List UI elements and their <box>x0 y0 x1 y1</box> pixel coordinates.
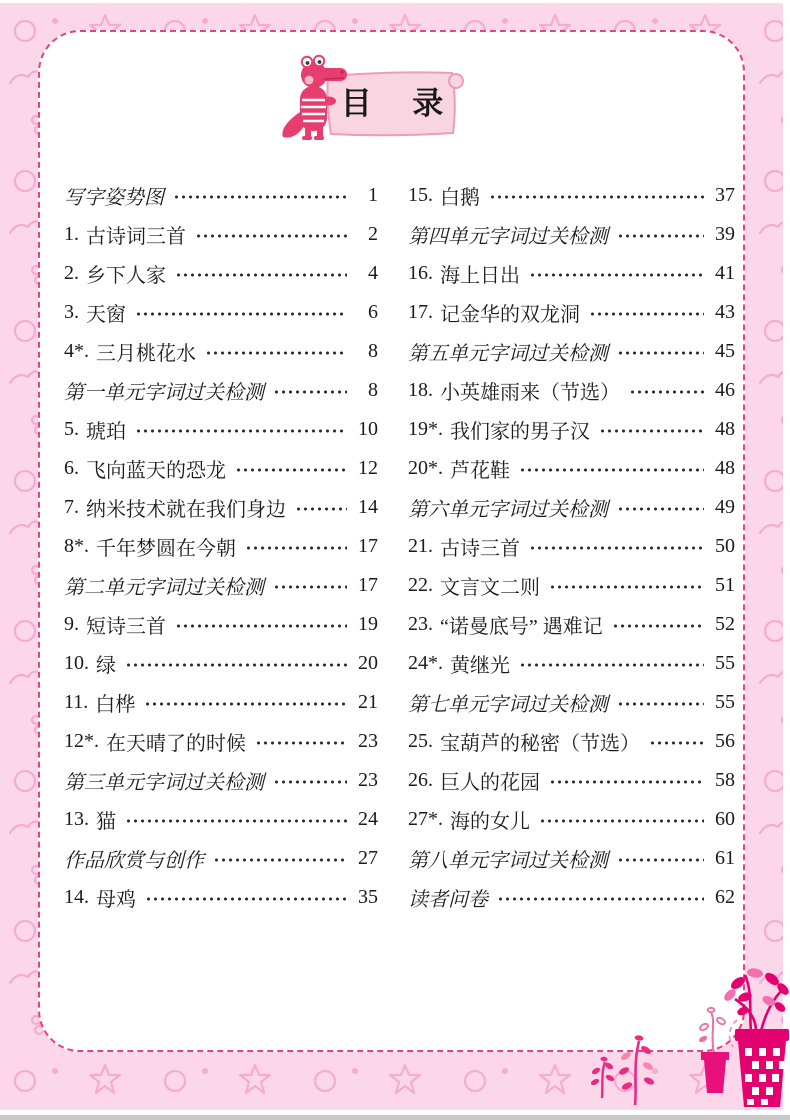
toc-row <box>64 410 378 449</box>
toc-entry-title: 猫 <box>96 811 116 833</box>
dot-leader <box>195 233 347 239</box>
toc-entry-title: 白桦 <box>95 694 136 716</box>
dot-leader <box>519 467 704 473</box>
toc-row <box>64 878 378 917</box>
toc-row <box>408 722 735 761</box>
toc-row <box>64 761 378 800</box>
toc-entry-number: 13. <box>64 808 89 830</box>
toc-entry-title: 乡下人家 <box>86 265 166 287</box>
dot-leader <box>213 857 347 863</box>
dot-leader <box>589 311 704 317</box>
toc-entry-page: 48 <box>715 418 735 440</box>
dot-leader <box>175 272 347 278</box>
toc-entry-number: 16. <box>408 262 433 284</box>
toc-entry-page: 45 <box>715 340 735 362</box>
toc-entry-number: 2. <box>64 262 79 284</box>
toc-row <box>64 800 378 839</box>
dot-leader <box>549 584 704 590</box>
toc-entry-number: 7. <box>64 496 79 518</box>
toc-entry-number: 1. <box>64 223 79 245</box>
dot-leader <box>519 662 704 668</box>
toc-entry-title: 白鹅 <box>440 187 480 209</box>
toc-entry-title: 第八单元字词过关检测 <box>408 850 608 872</box>
toc-entry-title: 短诗三首 <box>86 616 166 638</box>
toc-entry-page: 35 <box>358 886 378 908</box>
dot-leader <box>135 428 347 434</box>
toc-entry-number: 26. <box>408 769 433 791</box>
toc-entry-number: 27*. <box>408 808 443 830</box>
toc-row <box>64 293 378 332</box>
toc-entry-page: 50 <box>715 535 735 557</box>
toc-entry-number: 18. <box>408 379 433 401</box>
toc-entry-page: 21 <box>358 691 378 713</box>
dot-leader <box>125 818 347 824</box>
toc-row <box>408 527 735 566</box>
table-of-contents <box>64 176 735 917</box>
toc-entry-title: 第四单元字词过关检测 <box>408 226 608 248</box>
toc-row <box>408 800 735 839</box>
toc-row <box>64 332 378 371</box>
toc-row <box>64 176 378 215</box>
toc-entry-page: 55 <box>715 652 735 674</box>
toc-entry-title: 巨人的花园 <box>440 772 540 794</box>
toc-row <box>64 488 378 527</box>
toc-entry-page: 8 <box>368 379 378 401</box>
toc-row <box>64 371 378 410</box>
toc-entry-number: 12*. <box>64 730 99 752</box>
toc-entry-page: 56 <box>715 730 735 752</box>
toc-entry-number: 25. <box>408 730 433 752</box>
toc-entry-page: 27 <box>358 847 378 869</box>
toc-entry-page: 37 <box>715 184 735 206</box>
dot-leader <box>144 701 347 707</box>
toc-column-right <box>408 176 735 917</box>
toc-entry-number: 4*. <box>64 340 89 362</box>
toc-entry-number: 10. <box>64 652 89 674</box>
toc-row <box>408 371 735 410</box>
toc-entry-title: 第二单元字词过关检测 <box>64 577 264 599</box>
toc-entry-title: 飞向蓝天的恐龙 <box>86 460 226 482</box>
dot-leader <box>175 623 347 629</box>
toc-entry-number: 5. <box>64 418 79 440</box>
toc-row <box>408 254 735 293</box>
dot-leader <box>145 896 347 902</box>
dot-leader <box>255 740 347 746</box>
toc-row <box>408 332 735 371</box>
toc-entry-page: 6 <box>368 301 378 323</box>
toc-row <box>64 839 378 878</box>
toc-entry-number: 9. <box>64 613 79 635</box>
toc-entry-title: 读者问卷 <box>408 889 488 911</box>
toc-entry-page: 61 <box>715 847 735 869</box>
toc-entry-page: 62 <box>715 886 735 908</box>
toc-entry-number: 15. <box>408 184 433 206</box>
toc-entry-page: 10 <box>358 418 378 440</box>
toc-entry-page: 4 <box>368 262 378 284</box>
dot-leader <box>617 857 704 863</box>
toc-entry-number: 6. <box>64 457 79 479</box>
toc-entry-page: 24 <box>358 808 378 830</box>
dot-leader <box>173 194 347 200</box>
toc-entry-page: 46 <box>715 379 735 401</box>
toc-row <box>408 683 735 722</box>
dot-leader <box>549 779 704 785</box>
toc-row <box>64 722 378 761</box>
toc-entry-title: 在天晴了的时候 <box>106 733 246 755</box>
toc-entry-number: 11. <box>64 691 89 713</box>
toc-entry-title: 海上日出 <box>440 265 520 287</box>
dot-leader <box>599 428 704 434</box>
toc-entry-title: 纳米技术就在我们身边 <box>86 499 286 521</box>
toc-row <box>64 527 378 566</box>
sprig-icon <box>618 1035 656 1105</box>
toc-entry-page: 1 <box>368 184 378 206</box>
toc-entry-page: 19 <box>358 613 378 635</box>
toc-entry-number: 19*. <box>408 418 443 440</box>
dot-leader <box>245 545 347 551</box>
toc-row <box>408 176 735 215</box>
toc-entry-title: 古诗三首 <box>440 538 520 560</box>
toc-entry-page: 2 <box>368 223 378 245</box>
toc-entry-page: 60 <box>715 808 735 830</box>
flower-pot-icon <box>701 1052 729 1093</box>
toc-entry-number: 24*. <box>408 652 443 674</box>
dot-leader <box>529 545 704 551</box>
dot-leader <box>612 623 704 629</box>
dot-leader <box>539 818 704 824</box>
toc-entry-title: 第五单元字词过关检测 <box>408 343 608 365</box>
toc-row <box>64 254 378 293</box>
dot-leader <box>617 233 704 239</box>
toc-entry-page: 41 <box>715 262 735 284</box>
toc-row <box>64 683 378 722</box>
header <box>278 52 474 144</box>
dot-leader <box>205 350 347 356</box>
toc-entry-title: 琥珀 <box>86 421 126 443</box>
toc-entry-title: 天窗 <box>86 304 126 326</box>
page-title: 目 录 <box>340 86 460 121</box>
toc-entry-title: 小英雄雨来（节选） <box>440 382 620 404</box>
toc-entry-page: 48 <box>715 457 735 479</box>
toc-entry-title: 三月桃花水 <box>96 343 196 365</box>
toc-entry-title: 作品欣赏与创作 <box>64 850 204 872</box>
basket-pot-icon <box>722 967 790 1107</box>
toc-entry-page: 51 <box>715 574 735 596</box>
toc-row <box>408 605 735 644</box>
toc-row <box>408 293 735 332</box>
toc-entry-title: 绿 <box>96 655 116 677</box>
toc-entry-number: 23. <box>408 613 433 635</box>
toc-entry-page: 49 <box>715 496 735 518</box>
toc-row <box>408 410 735 449</box>
toc-entry-page: 17 <box>358 574 378 596</box>
toc-entry-page: 55 <box>715 691 735 713</box>
toc-entry-number: 17. <box>408 301 433 323</box>
toc-entry-title: 黄继光 <box>450 655 510 677</box>
toc-entry-title: 芦花鞋 <box>450 460 510 482</box>
toc-row <box>408 566 735 605</box>
toc-row <box>408 839 735 878</box>
dot-leader <box>135 311 347 317</box>
dot-leader <box>649 740 704 746</box>
toc-entry-title: 我们家的男子汉 <box>450 421 590 443</box>
sprig-icon <box>590 1056 615 1098</box>
toc-row <box>408 449 735 488</box>
dot-leader <box>617 701 704 707</box>
dot-leader <box>273 779 347 785</box>
dot-leader <box>295 506 347 512</box>
toc-entry-number: 22. <box>408 574 433 596</box>
dot-leader <box>617 506 704 512</box>
dot-leader <box>497 896 704 902</box>
dot-leader <box>629 389 704 395</box>
toc-entry-page: 20 <box>358 652 378 674</box>
toc-entry-page: 23 <box>358 730 378 752</box>
toc-entry-page: 43 <box>715 301 735 323</box>
toc-entry-page: 17 <box>358 535 378 557</box>
toc-row <box>64 215 378 254</box>
toc-entry-title: 海的女儿 <box>450 811 530 833</box>
toc-row <box>408 488 735 527</box>
dot-leader <box>273 389 347 395</box>
toc-entry-title: 第六单元字词过关检测 <box>408 499 608 521</box>
toc-entry-number: 8*. <box>64 535 89 557</box>
toc-entry-number: 21. <box>408 535 433 557</box>
toc-column-left <box>64 176 378 917</box>
toc-entry-number: 3. <box>64 301 79 323</box>
toc-entry-title: 第三单元字词过关检测 <box>64 772 264 794</box>
toc-entry-title: 古诗词三首 <box>86 226 186 248</box>
toc-entry-title: 宝葫芦的秘密（节选） <box>440 733 640 755</box>
toc-row <box>64 566 378 605</box>
sprig-icon <box>698 1008 726 1053</box>
toc-entry-title: 第七单元字词过关检测 <box>408 694 608 716</box>
toc-entry-title: 第一单元字词过关检测 <box>64 382 264 404</box>
dot-leader <box>273 584 347 590</box>
dot-leader <box>235 467 347 473</box>
toc-entry-title: 写字姿势图 <box>64 187 164 209</box>
toc-entry-title: 文言文二则 <box>440 577 540 599</box>
toc-entry-number: 14. <box>64 886 89 908</box>
toc-row <box>408 215 735 254</box>
toc-entry-title: “诺曼底号” 遇难记 <box>440 616 603 638</box>
plant-pots-icon <box>575 965 790 1115</box>
toc-entry-page: 12 <box>358 457 378 479</box>
toc-row <box>64 449 378 488</box>
toc-entry-page: 8 <box>368 340 378 362</box>
dot-leader <box>529 272 704 278</box>
toc-row <box>64 605 378 644</box>
dot-leader <box>125 662 347 668</box>
toc-entry-title: 记金华的双龙洞 <box>440 304 580 326</box>
toc-row <box>408 761 735 800</box>
toc-entry-number: 20*. <box>408 457 443 479</box>
dot-leader <box>489 194 704 200</box>
toc-entry-page: 52 <box>715 613 735 635</box>
toc-entry-page: 23 <box>358 769 378 791</box>
toc-entry-page: 58 <box>715 769 735 791</box>
toc-row <box>64 644 378 683</box>
dot-leader <box>617 350 704 356</box>
toc-row <box>408 878 735 917</box>
toc-entry-title: 母鸡 <box>96 889 136 911</box>
toc-entry-page: 14 <box>358 496 378 518</box>
toc-row <box>408 644 735 683</box>
toc-entry-page: 39 <box>715 223 735 245</box>
toc-entry-title: 千年梦圆在今朝 <box>96 538 236 560</box>
